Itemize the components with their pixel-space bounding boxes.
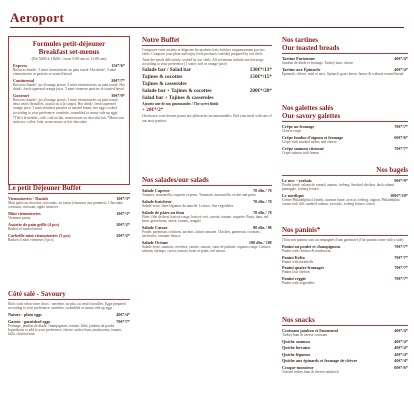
- paninis-section: [282, 226, 408, 285]
- menu-item-desc: Poulet, parmesan, croûtons, anchois, laitue romaine. Chicken, parmesan, croutons, anchovies, romaine lettuce: [142, 229, 261, 238]
- breakfast-footnote: *Thé à la menthe, café, café au lait, nouss-nouss ou chocolat lait. *Moroccan mint tea, coffee, latte, nouss-nouss or hot chocolate: [13, 115, 124, 125]
- menu-item-price: 70€*/7*: [394, 243, 408, 249]
- menu-item-desc: Jambon de dinde et fromage. Turkey ham, cheese: [282, 61, 354, 65]
- tartines-subtitle: Our toasted breads: [282, 44, 408, 54]
- menu-item-desc: Viennese pastry: [8, 216, 31, 221]
- snacks-title: Nos snacks: [282, 316, 408, 326]
- galettes-section: [282, 104, 408, 155]
- menu-item-desc: Cheese crepe: [282, 129, 302, 133]
- menu-item-name: Le nordique: [282, 193, 304, 199]
- menu-item-name: Tartine aux Épinards: [282, 66, 321, 72]
- menu-item-name: Tajines & cocottes: [142, 74, 183, 81]
- menu-item-price: 70€*/7*: [394, 145, 408, 151]
- menu-item-name: Panini Kefta: [282, 254, 305, 260]
- menu-item: [142, 81, 272, 87]
- menu-item-name: Panini veggie: [282, 276, 306, 282]
- savoury-title: Côté salé - Savoury: [8, 290, 130, 300]
- breakfast-box: [8, 36, 130, 185]
- breakfast-title: Formules petit-déjeuner: [32, 40, 106, 48]
- menu-item-price: 90€*/9*: [394, 178, 408, 183]
- menu-item: [142, 74, 272, 80]
- menu-item-price: 70€*/7*: [394, 265, 408, 271]
- menu-item-desc: Panini four cheeses: [282, 270, 310, 275]
- page-title: Aeroport: [10, 10, 65, 25]
- menu-item-desc: Boisson chaude², jus d'orange pressé, 3 mini viennoiseries ou pain toasté. Hot drink², fresh squeezed orange juice, 3 mini viennese pastries or toasted bread: [13, 82, 125, 91]
- buffet-breakfast-section: [8, 184, 130, 242]
- menu-item-name: Salade de pâtes au thon: [142, 209, 185, 215]
- menu-item-name: Salade bar / Salad bar: [142, 67, 192, 74]
- menu-item-name: Salade Océane: [142, 239, 169, 245]
- menu-item-price: 15€*/6*: [111, 62, 125, 68]
- menu-item-price: 70€*/7*: [116, 318, 130, 324]
- menu-item-price: 40€*/4*: [394, 345, 408, 351]
- notre-buffet-section: [142, 36, 272, 123]
- menu-item-price: 200€*/20*: [249, 88, 272, 95]
- savoury-intro: Œufs cuits selon votre choix : omelette, au plat, ou oeufs brouillés. Eggs prepared according to your preference: omelette, scrambled or sunny side up eggs: [8, 302, 126, 311]
- paninis-title: Nos paninis*: [282, 226, 408, 236]
- menu-item-name: Garnis - garnished eggs: [8, 318, 51, 324]
- menu-item-name: Gourmet: [13, 92, 30, 98]
- menu-item-desc: Épinards, chèvre, miel et noix. Spinach, goat cheese, honey & walnuts toasted bread: [282, 71, 404, 76]
- menu-item-name: Salad bar + Tajines & casseroles: [142, 95, 214, 102]
- menu-item-price: 70 dhs / 7€: [253, 209, 272, 215]
- menu-item: [142, 95, 272, 101]
- menu-item-name: Nature - plain eggs: [8, 312, 42, 318]
- galettes-subtitle: Our savory galettes: [282, 112, 408, 122]
- menu-item: [282, 345, 408, 350]
- menu-item-price: 20€*/2*: [116, 232, 130, 238]
- menu-item-price: 70€*/7*: [394, 276, 408, 282]
- menu-item-name: Tajines & casseroles: [142, 81, 187, 88]
- dessert-note: Choisissez votre dessert parmi nos pâtisseries incontournables. End your meal with one of our tasty pastries: [142, 114, 272, 123]
- menu-item-price: 80 dhs / 8€: [253, 224, 272, 230]
- menu-item-price: 10€*/3*: [116, 211, 130, 217]
- menu-item-name: Crêpe saumon citronné: [282, 145, 324, 151]
- menu-item-name: Crêpe au fromage: [282, 124, 315, 129]
- menu-item-price: 70€*/7*: [394, 124, 408, 129]
- menu-item-name: Panini quatre fromages: [282, 265, 324, 271]
- menu-item-price: 20€*/7*: [111, 77, 125, 83]
- menu-item: [142, 67, 272, 73]
- menu-item-name: Express: [13, 62, 28, 68]
- notre-buffet-desc: Composez votre assiette et dégustez les produits frais fraîches soigneusement par nos chefs. Compose your plate and enjoy fresh products carefully prepared by our chefs.: [142, 48, 265, 57]
- menu-item-name: Viennoiseries - Danish: [8, 196, 48, 201]
- menu-item-name: Tartine Parisienne: [282, 56, 315, 61]
- menu-item-desc: Panini with chicken & mushroom: [282, 248, 331, 253]
- dessert-price: + 20€*/2*: [142, 107, 164, 114]
- menu-item-name: Assiette de pain grillé (4 pcs): [8, 221, 60, 227]
- menu-item-desc: Boisson chaude², 3 mini viennoiseries au pain toasté. Hot drink², 3 mini viennoiseries or pastries or toasted bread: [13, 67, 117, 76]
- menu-item-price: 70 dhs / 7€: [253, 188, 272, 193]
- menu-item-name: Croissant jambon et Emmental: [282, 328, 338, 333]
- column-left: [8, 36, 130, 408]
- menu-item-desc: Crème Philadelphia à l'aneth, saumon fumé, avocat, iceberg, oignon. Philadelphia cream with dill, smoked salmon, avocado, iceberg lettuce, onion: [282, 198, 400, 207]
- menu-item-name: Salade Caesar: [142, 224, 168, 230]
- menu-item-desc: Boisson chaude², jus d'orange pressé, 3 mini viennoiseries ou pain toasté, deux oeufs (brouillés, au plat ou à la coque). Hot drink², fresh squeezed orange juice, 3 mini viennese pastries or toasted bread, two eggs cooked according to your preference: omelette, scrambled or sunny side up eggs: [13, 97, 119, 115]
- menu-item-desc: Basket of toasted bread: [8, 226, 42, 231]
- menu-item-price: 40€*/4*: [394, 328, 408, 333]
- salads-section: [142, 176, 272, 253]
- menu-item-name: Le new - yorkais: [282, 178, 312, 183]
- menu-item-price: 40€*/4*: [394, 66, 408, 72]
- title-divider: [10, 27, 404, 28]
- bagels-title: Nos bagels: [282, 166, 408, 176]
- menu-item-name: Croque-monsieur: [282, 364, 314, 370]
- bagels-section: [282, 166, 408, 207]
- menu-item-name: Continental: [13, 77, 35, 83]
- menu-item: [8, 312, 130, 317]
- menu-item-price: 40€*/4*: [394, 338, 408, 344]
- menu-item: [142, 88, 272, 94]
- tartines-section: [282, 36, 408, 76]
- menu-item-price: 60€*/6*: [394, 134, 408, 140]
- menu-item-price: 100 dhs / 10€: [248, 239, 272, 245]
- menu-item-price: 40€*/4*: [394, 56, 408, 61]
- menu-item-price: 40€*/4*: [116, 312, 130, 318]
- menu-item-name: Quiche lorraine: [282, 345, 311, 351]
- menu-item-price: 70€*/7*: [394, 254, 408, 260]
- menu-item-price: 40€*/4*: [394, 358, 408, 364]
- notre-buffet-title: Notre Buffet: [142, 36, 272, 46]
- menu-item-name: Mini viennoiseries: [8, 211, 41, 217]
- menu-item-name: Salade bar + Tajines & cocottes: [142, 88, 212, 95]
- breakfast-subtitle: Breakfast set-menus: [38, 48, 100, 56]
- menu-item-desc: Pâtes, filet de thon, haricot rouge, haricot vert, carotte, tomate, roquette. Pasta, tuna, red bean, green bean, carrot, tomato, arugula: [142, 214, 269, 223]
- menu-item-desc: Panini with meatballs: [282, 259, 314, 264]
- menu-item-desc: Basket of mini viennese (3 pcs): [8, 237, 54, 242]
- menu-item-desc: Crepe with smoked turkey and cheese: [282, 139, 337, 144]
- menu-item: [282, 352, 408, 357]
- menu-item-desc: Crepe salmon with lemon: [282, 150, 320, 155]
- column-middle: Notre Buffet Composez votre assiette et dégustez les produits frais fraîches soigneusement par nos chefs. Compose your plate and enjoy fresh products carefully prepared by our chefs. Taste the meals deliciously cooked by our chefs. All set menus include one beverage according to your preference (1 water, soft or orange juice) Salade bar / Salad bar 130€*/13* Tajines & cocottes 150€*/15* Tajines & casseroles Salade bar + Tajines & cocottes 200€*/20* Salad bar + Tajines & casseroles Ajoutez une de nos gourmandes / The sweet finish + 20€*/2* Choisissez votre dessert parmi nos pâtisseries incontournables. End your meal with one of our tasty pastries Nos salades/our salads Salade Caprese 70 dhs / 7€ Tomates, mozzarella, roquette et pesto. Tomatoes, mozzarella, rocket and pesto Salade fraicheur 70 dhs / 7€ Salade verte, fines légumes du marché. Lettuce, fine vegetables Salade de pâtes au thon 70 dhs / 7€ Pâtes, filet de thon, haricot rouge, haricot vert, carotte, tomate, roquette. Pasta, tuna, red bean, green bean, carrot, tomato, arugula Salade Caesar 80 dhs / 8€ Poulet, parmesan, croûtons, anchois, laitue romaine. Chicken, parmesan, croutons, anchovies, romaine lettuce Salade Océane 100 dhs / 10€ Salade verte, saumon, crevettes, carotte, tomate, cœur de palmier, oignons rouge. Lettuce, salmon, shrimps, carrot, tomato, heart of palm, red onions La Table du Marché Saint-Tropez Marrakech: [142, 36, 385, 408]
- menu-item-name: Crêpe fondue d'oignon et fromage: [282, 134, 344, 140]
- menu-item-desc: Panini with vegetables: [282, 281, 315, 286]
- menu-item-price: 40€*/4*: [394, 351, 408, 357]
- menu-item-name: Salade Caprese: [142, 188, 170, 193]
- salads-title: Nos salades/our salads: [142, 176, 272, 186]
- menu-item-name: Quiche saumon: [282, 338, 310, 344]
- menu-item-desc: Fromage, jambon de dinde, champignons, tomate, khlii, jambon de poulet. Ingredients to add to your preference: cheese, turkey ham, mushrooms, tomato, khlii, chicken ham: [8, 323, 122, 337]
- buffet-breakfast-title: Le petit Déjeuner Buffet: [8, 184, 130, 194]
- menu-item-name: Panini au poulet et champignons: [282, 243, 341, 249]
- menu-item-price: 60€*/6*: [394, 364, 408, 370]
- menu-item-price: 70 dhs / 7€: [253, 198, 272, 204]
- tartines-title: Nos tartines: [282, 36, 318, 44]
- menu-item-name: Salade fraicheur: [142, 198, 172, 204]
- dessert-line: Ajoutez une de nos gourmandes / The sweet finish: [142, 102, 219, 107]
- menu-item-desc: Mini pains au chocolat, croissants, au raisin (chausson aux pommes). Chocolate croissant, croissant, apple turnover: [8, 201, 123, 210]
- menu-item-desc: Turkey ham & cheese croissant: [282, 333, 328, 337]
- menu-item-desc: Toasted turkey ham & cheese sandwich: [282, 369, 339, 374]
- menu-item-name: Quiche légumes: [282, 351, 311, 357]
- menu-item-price: 100€*/10*: [390, 193, 408, 199]
- menu-item-price: 20€*/2*: [116, 221, 130, 227]
- menu-item-name: Quiche aux épinards et fromage de chèvre: [282, 358, 358, 364]
- menu-item: [282, 339, 408, 344]
- menu-item-name: Corbeille mini viennoiseries (3 pcs): [8, 232, 71, 238]
- galettes-title: Nos galettes salés: [282, 104, 334, 112]
- menu-item-desc: Salade verte, fines légumes du marché. Lettuce, fine vegetables: [142, 203, 234, 208]
- notre-buffet-note: Taste the meals deliciously cooked by our chefs. All set menus include one beverage according to your preference (1 water, soft or orange juice): [142, 57, 264, 66]
- menu-item-price: 130€*/13*: [249, 67, 272, 74]
- breakfast-hours: (De 5h00 à 11h00 / from 5:00 am to 11:00 am): [31, 56, 107, 61]
- column-right: [282, 36, 408, 408]
- savoury-section: [8, 290, 130, 336]
- menu-item-desc: Salade verte, saumon, crevettes, carotte, tomate, cœur de palmier, oignons rouge. Lettuce, salmon, shrimps, carrot, tomato, heart of palm, red onions: [142, 244, 272, 254]
- menu-item: [282, 358, 408, 363]
- snacks-section: [282, 316, 408, 374]
- paninis-note: (Tous nos paninis sont accompagnés d'une garniture) (Our paninis come with a side): [282, 238, 404, 242]
- menu-item-price: 30€*/9*: [111, 92, 125, 98]
- menu-item-price: 150€*/15*: [249, 74, 272, 81]
- menu-item-price: 10€*/3*: [116, 196, 130, 201]
- menu-item-desc: Poulet fumé, salami de canard, ananas, iceberg. Smoked chicken, duck salami, pineapple, iceberg lettuce: [282, 183, 395, 192]
- menu-item-desc: Tomates, mozzarella, roquette et pesto. Tomatoes, mozzarella, rocket and pesto: [142, 193, 256, 197]
